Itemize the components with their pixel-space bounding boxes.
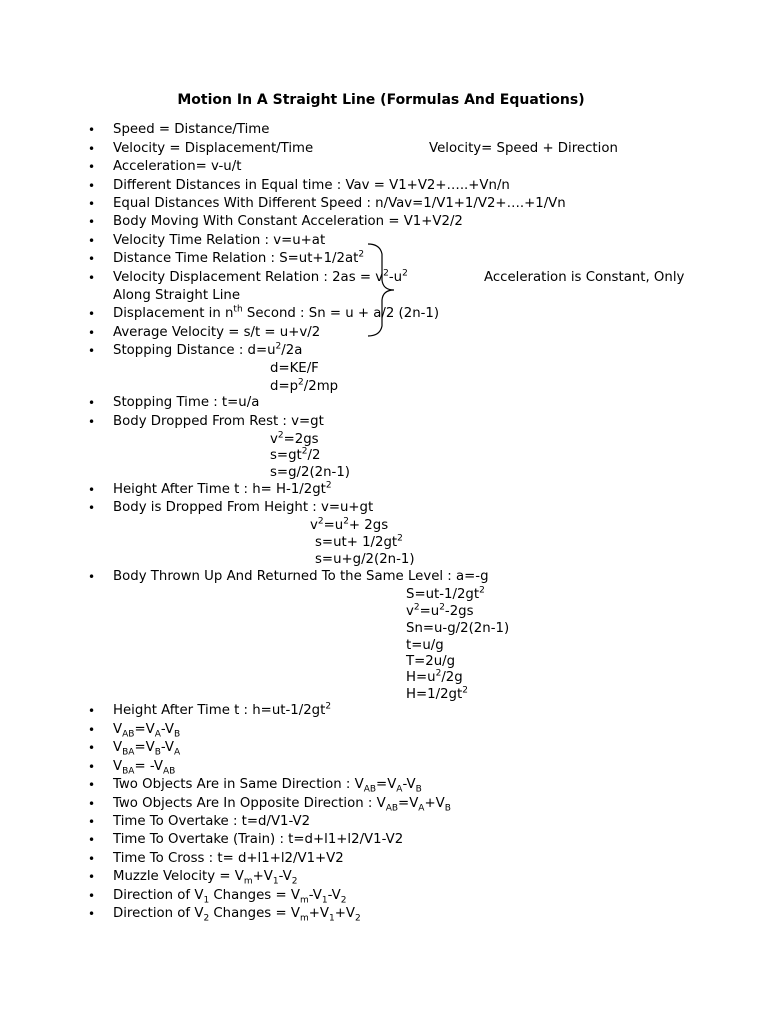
- bullet: •: [88, 123, 96, 137]
- formula-velocity: Velocity = Displacement/Time: [113, 141, 314, 156]
- formula-dropped-from-rest-4: s=g/2(2n-1): [270, 465, 350, 480]
- bullet: •: [88, 907, 96, 921]
- bullet: •: [88, 271, 96, 285]
- formula-different-distances: Different Distances in Equal time : Vav = V1+V2+…..+Vn/n: [113, 178, 510, 193]
- bullet: •: [88, 252, 96, 266]
- bullet: •: [88, 215, 96, 229]
- formula-vba-negative: $V_{BA}= -V_{AB}$: [113, 759, 176, 777]
- bullet: •: [88, 889, 96, 903]
- formula-thrown-up-5: t=u/g: [406, 638, 444, 653]
- brace-note: Acceleration is Constant, Only: [484, 270, 685, 285]
- formula-equal-distances: Equal Distances With Different Speed : n/Vav=1/V1+1/V2+….+1/Vn: [113, 196, 566, 211]
- formula-constant-acceleration: Body Moving With Constant Acceleration = V1+V2/2: [113, 214, 463, 229]
- formula-height-after-time-2: Height After Time t : $h=ut-1/2gt^2$: [113, 701, 332, 718]
- formula-acceleration: Acceleration= v-u/t: [113, 159, 242, 174]
- bullet: •: [88, 396, 96, 410]
- bullet: •: [88, 833, 96, 847]
- formula-dropped-from-height-4: s=u+g/2(2n-1): [315, 552, 415, 567]
- page-title: Motion In A Straight Line (Formulas And Equations): [177, 92, 585, 108]
- bullet: •: [88, 797, 96, 811]
- formula-direction-v1: Direction of $V_1$ Changes = $V_m-V_1-V_2$: [113, 888, 347, 906]
- formula-vba: $V_{BA}=V_B-V_A$: [113, 740, 181, 758]
- formula-dropped-from-rest: Body Dropped From Rest : v=gt: [113, 414, 324, 429]
- bullet: •: [88, 870, 96, 884]
- formula-height-after-time: Height After Time t : $h= H-1/2gt^2$: [113, 480, 332, 497]
- formula-thrown-up-3: $v^2=u^2-2gs$: [406, 602, 474, 619]
- bullet: •: [88, 197, 96, 211]
- bullet: •: [88, 501, 96, 515]
- formula-thrown-up-2: $S=ut-1/2gt^2$: [406, 585, 485, 602]
- formula-thrown-up-7: $H=u^2/2g$: [406, 668, 463, 685]
- bullet: •: [88, 142, 96, 156]
- formula-dropped-from-height: Body is Dropped From Height : v=u+gt: [113, 500, 374, 515]
- formula-stopping-distance-2: d=KE/F: [270, 361, 319, 376]
- bullet: •: [88, 760, 96, 774]
- formula-velocity-displacement: Velocity Displacement Relation : $2as = v^2-u^2$: [113, 268, 408, 285]
- bullet: •: [88, 778, 96, 792]
- formula-thrown-up: Body Thrown Up And Returned To the Same Level : a=-g: [113, 569, 489, 584]
- bullet: •: [88, 307, 96, 321]
- formula-time-to-cross: Time To Cross : t= d+l1+l2/V1+V2: [113, 851, 344, 866]
- brace-note-continued: Along Straight Line: [113, 288, 241, 303]
- formula-stopping-distance: Stopping Distance : $d=u^2/2a$: [113, 341, 303, 358]
- formula-muzzle-velocity: Muzzle Velocity = $V_m+V_1-V_2$: [113, 869, 298, 887]
- formula-thrown-up-4: Sn=u-g/2(2n-1): [406, 621, 510, 636]
- formula-displacement-nth-second: Displacement in $n^{th}$ Second : Sn = u + a/2 (2n-1): [113, 304, 440, 321]
- bullet: •: [88, 852, 96, 866]
- bullet: •: [88, 570, 96, 584]
- bullet: •: [88, 326, 96, 340]
- curly-brace-icon: [364, 242, 404, 338]
- formula-dropped-from-height-3: $s=ut+ 1/2gt^2$: [315, 533, 403, 550]
- formula-thrown-up-6: T=2u/g: [406, 654, 456, 669]
- formula-stopping-time: Stopping Time : t=u/a: [113, 395, 260, 410]
- bullet: •: [88, 234, 96, 248]
- formula-speed: Speed = Distance/Time: [113, 122, 270, 137]
- formula-time-to-overtake-train: Time To Overtake (Train) : t=d+l1+l2/V1-V2: [113, 832, 404, 847]
- bullet: •: [88, 704, 96, 718]
- bullet: •: [88, 741, 96, 755]
- formula-direction-v2: Direction of $V_2$ Changes = $V_m+V_1+V_2$: [113, 906, 361, 924]
- bullet: •: [88, 815, 96, 829]
- bullet: •: [88, 483, 96, 497]
- formula-average-velocity: Average Velocity = s/t = u+v/2: [113, 325, 321, 340]
- formula-dropped-from-rest-2: $v^2=2gs$: [270, 430, 319, 447]
- bullet: •: [88, 723, 96, 737]
- formula-dropped-from-height-2: $v^2=u^2+ 2gs$: [310, 516, 389, 533]
- velocity-note: Velocity= Speed + Direction: [429, 141, 618, 156]
- formula-dropped-from-rest-3: $s=gt^2/2$: [270, 446, 321, 463]
- formula-vab: $V_{AB}=V_A-V_B$: [113, 722, 181, 740]
- bullet: •: [88, 179, 96, 193]
- formula-distance-time: Distance Time Relation : $S=ut+1/2at^2$: [113, 249, 365, 266]
- formula-same-direction: Two Objects Are in Same Direction : $V_{AB}=V_A-V_B$: [113, 777, 422, 795]
- formula-stopping-distance-3: $d=p^2/2mp$: [270, 377, 339, 394]
- formula-time-to-overtake: Time To Overtake : t=d/V1-V2: [113, 814, 311, 829]
- formula-opposite-direction: Two Objects Are In Opposite Direction : $V_{AB}=V_A+V_B$: [113, 796, 451, 814]
- formula-thrown-up-8: $H=1/2gt^2$: [406, 685, 468, 702]
- formula-velocity-time: Velocity Time Relation : v=u+at: [113, 233, 326, 248]
- bullet: •: [88, 160, 96, 174]
- bullet: •: [88, 344, 96, 358]
- bullet: •: [88, 415, 96, 429]
